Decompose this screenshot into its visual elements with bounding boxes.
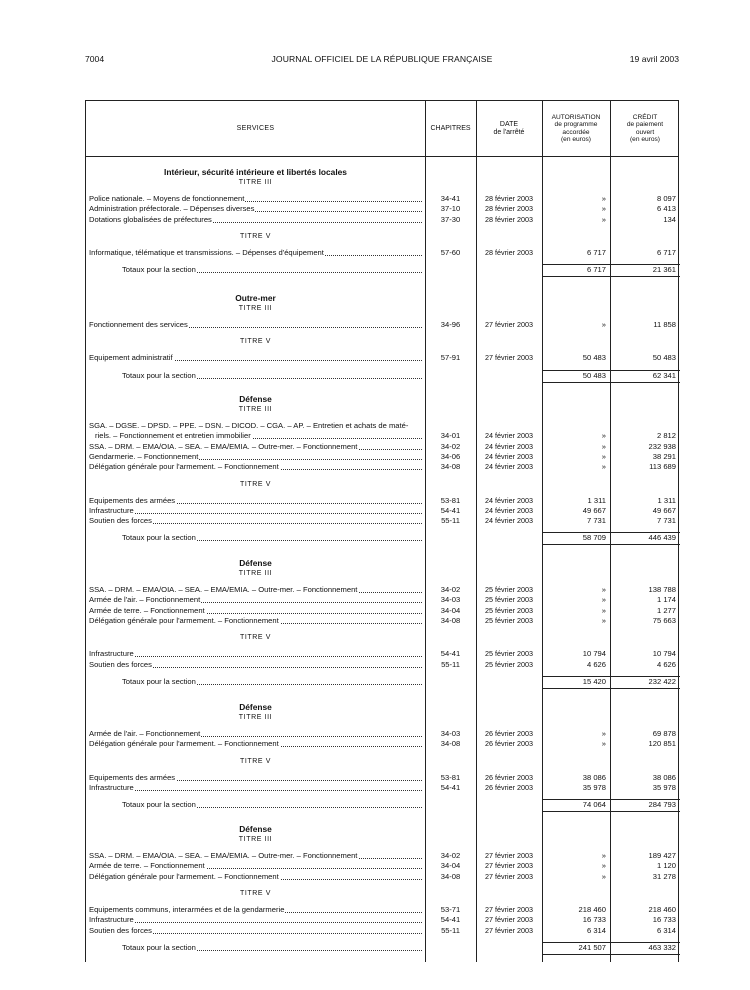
table-row	[86, 506, 680, 516]
service-text: Totaux pour la section	[122, 533, 196, 543]
date-cell: 27 février 2003	[485, 871, 533, 881]
chapter-cell: 53-71	[440, 904, 461, 914]
titre-heading: TITRE III	[238, 570, 273, 577]
chapter-cell: 53-81	[440, 495, 461, 505]
table-row	[86, 926, 680, 936]
service-label	[89, 248, 422, 258]
date-cell: 27 février 2003	[485, 925, 533, 935]
titre-heading: TITRE V	[239, 480, 272, 488]
autorisation-cell: »	[601, 462, 606, 472]
service-text: Armée de l'air. – Fonctionnement	[89, 729, 201, 738]
chapter-cell: 34-02	[440, 441, 461, 451]
service-label	[89, 915, 422, 925]
date-cell: 24 février 2003	[485, 431, 533, 441]
service-text: Infrastructure	[89, 649, 134, 659]
chapter-cell: 34-02	[440, 585, 461, 594]
chapter-cell: 54-41	[440, 915, 461, 925]
service-text: SSA. – DRM. – EMA/OIA. – SEA. – EMA/EMIA. – Outre-mer. – Fonctionnement	[89, 585, 358, 594]
service-label	[89, 585, 422, 595]
autorisation-cell: »	[601, 214, 606, 224]
autorisation-cell: »	[601, 451, 606, 461]
date-cell: 27 février 2003	[485, 904, 533, 914]
chapter-cell: 54-41	[440, 505, 461, 515]
date-cell: 26 février 2003	[485, 729, 533, 738]
date-cell: 27 février 2003	[485, 851, 533, 860]
section-title: Défense	[239, 702, 272, 712]
total-rule	[542, 688, 680, 689]
chapter-cell: 53-81	[440, 772, 461, 782]
column-header-services: SERVICES	[236, 124, 275, 132]
service-text: Totaux pour la section	[122, 370, 196, 380]
service-text: Equipements des armées	[89, 772, 176, 782]
service-text: Administration préfectorale. – Dépenses diverses	[89, 204, 255, 214]
autorisation-cell: 58 709	[582, 533, 606, 543]
service-text: Totaux pour la section	[122, 676, 196, 686]
credit-cell: 35 978	[652, 782, 676, 792]
service-text: Soutien des forces	[89, 659, 152, 669]
service-text: Armée de terre. – Fonctionnement	[89, 605, 205, 615]
section-title: Défense	[239, 558, 272, 568]
table-row	[86, 773, 680, 783]
credit-cell: 38 086	[652, 772, 676, 782]
service-label	[89, 783, 422, 793]
table-row	[86, 595, 680, 605]
chapter-cell: 54-41	[440, 782, 461, 792]
table-row	[86, 905, 680, 915]
table-row	[86, 496, 680, 506]
service-text: Soutien des forces	[89, 516, 152, 526]
chapter-cell: 34-08	[440, 871, 461, 881]
service-text: Totaux pour la section	[122, 942, 196, 952]
date-cell: 28 février 2003	[485, 214, 533, 224]
autorisation-cell: 50 483	[582, 353, 606, 363]
chapter-cell: 55-11	[441, 659, 460, 669]
date-cell: 25 février 2003	[485, 605, 533, 615]
service-text: Armée de l'air. – Fonctionnement	[89, 595, 201, 605]
total-row	[86, 371, 680, 381]
service-text: Equipement administratif	[89, 353, 173, 363]
total-row	[86, 265, 680, 275]
service-label	[122, 677, 422, 687]
date-cell: 24 février 2003	[485, 441, 533, 451]
autorisation-cell: »	[601, 605, 606, 615]
service-label	[89, 194, 422, 204]
service-text: Infrastructure	[89, 782, 134, 792]
credits-table	[85, 100, 679, 962]
chapter-cell: 34-08	[440, 615, 461, 625]
table-row	[86, 516, 680, 526]
date-cell: 27 février 2003	[485, 915, 533, 925]
service-label	[89, 421, 422, 431]
credit-cell: 1 311	[657, 495, 676, 505]
credit-cell: 218 460	[648, 904, 676, 914]
chapter-cell: 37-10	[440, 204, 461, 214]
autorisation-cell: »	[601, 204, 606, 214]
chapter-cell: 34-06	[440, 451, 461, 461]
table-row	[86, 452, 680, 462]
credit-cell: 6 717	[656, 247, 676, 257]
titre-heading: TITRE V	[239, 889, 272, 897]
credit-cell: 232 422	[648, 676, 676, 686]
column-divider	[476, 101, 477, 962]
date-cell: 27 février 2003	[485, 320, 533, 329]
service-label	[89, 616, 422, 626]
credit-cell: 4 626	[656, 659, 676, 669]
chapter-cell: 54-41	[440, 649, 461, 659]
credit-cell: 11 858	[653, 320, 676, 329]
autorisation-cell: 50 483	[582, 370, 606, 380]
table-row	[86, 353, 680, 363]
table-row	[86, 606, 680, 616]
credit-cell: 446 439	[648, 533, 676, 543]
table-row	[86, 739, 680, 749]
autorisation-cell: 74 064	[582, 800, 606, 810]
table-row	[86, 431, 680, 441]
table-row	[86, 204, 680, 214]
autorisation-cell: 15 420	[582, 676, 606, 686]
total-row	[86, 533, 680, 543]
leader-dots	[89, 656, 422, 657]
total-row	[86, 677, 680, 687]
credit-cell: 113 689	[649, 462, 676, 472]
date-cell: 28 février 2003	[485, 204, 533, 214]
service-text: Soutien des forces	[89, 925, 152, 935]
column-header-credit: CRÉDIT de paiement ouvert (en euros)	[626, 113, 664, 143]
total-rule	[542, 954, 680, 955]
table-row	[86, 215, 680, 225]
titre-heading: TITRE III	[238, 836, 273, 843]
service-label	[122, 943, 422, 953]
titre-heading: TITRE V	[239, 634, 272, 642]
autorisation-cell: »	[601, 320, 606, 329]
column-header-autorisation: AUTORISATION de programme accordée (en euros)	[551, 113, 601, 143]
autorisation-cell: 6 717	[586, 265, 606, 275]
autorisation-cell: »	[601, 739, 606, 749]
service-label	[89, 442, 422, 452]
titre-heading: TITRE III	[238, 714, 273, 721]
credit-cell: 8 097	[656, 194, 676, 203]
service-label	[89, 729, 422, 739]
table-row	[86, 783, 680, 793]
autorisation-cell: 38 086	[582, 772, 606, 782]
titre-heading: TITRE V	[239, 232, 272, 240]
autorisation-cell: »	[601, 441, 606, 451]
service-label	[89, 516, 422, 526]
leader-dots	[89, 922, 422, 923]
total-row	[86, 800, 680, 810]
credit-cell: 232 938	[648, 441, 676, 451]
service-label	[89, 353, 422, 363]
table-row	[86, 616, 680, 626]
service-label	[89, 595, 422, 605]
date-cell: 27 février 2003	[485, 861, 533, 871]
service-text: Totaux pour la section	[122, 800, 196, 810]
section-title: Outre-mer	[235, 293, 276, 303]
credit-cell: 138 788	[648, 585, 676, 594]
service-label	[89, 606, 422, 616]
service-text: SSA. – DRM. – EMA/OIA. – SEA. – EMA/EMIA. – Outre-mer. – Fonctionnement	[89, 851, 358, 860]
chapter-cell: 34-96	[440, 320, 461, 329]
date-cell: 26 février 2003	[485, 782, 533, 792]
autorisation-cell: 4 626	[586, 659, 606, 669]
service-text: Infrastructure	[89, 505, 134, 515]
chapter-cell: 57-60	[440, 247, 461, 257]
section-title: Défense	[239, 394, 272, 404]
date-cell: 25 février 2003	[485, 595, 533, 605]
service-text: Informatique, télématique et transmissions. – Dépenses d'équipement	[89, 247, 324, 257]
section-title: Intérieur, sécurité intérieure et libertés locales	[164, 167, 347, 177]
table-row	[86, 861, 680, 871]
autorisation-cell: »	[601, 595, 606, 605]
credit-cell: 31 278	[652, 871, 676, 881]
service-label	[89, 649, 422, 659]
chapter-cell: 34-08	[440, 462, 461, 472]
autorisation-cell: »	[601, 871, 606, 881]
credit-cell: 6 314	[656, 925, 676, 935]
credit-cell: 50 483	[652, 353, 676, 363]
autorisation-cell: 49 667	[582, 505, 606, 515]
service-text: Equipements communs, interarmées et de la gendarmerie	[89, 904, 285, 914]
table-row	[86, 915, 680, 925]
credit-cell: 120 851	[648, 739, 676, 749]
service-text: Dotations globalisées de préfectures	[89, 214, 212, 224]
credit-cell: 21 361	[652, 265, 676, 275]
chapter-cell: 55-11	[441, 516, 460, 526]
service-label	[122, 533, 422, 543]
credit-cell: 16 733	[652, 915, 676, 925]
chapter-cell: 34-04	[440, 605, 461, 615]
chapter-cell: 34-03	[440, 595, 461, 605]
autorisation-cell: 6 314	[586, 925, 606, 935]
autorisation-cell: »	[601, 861, 606, 871]
service-text: Police nationale. – Moyens de fonctionnement	[89, 194, 245, 203]
chapter-cell: 34-02	[440, 851, 461, 860]
page-header	[85, 54, 679, 68]
credit-cell: 284 793	[648, 800, 676, 810]
autorisation-cell: 241 507	[578, 942, 606, 952]
table-row	[86, 729, 680, 739]
credit-cell: 62 341	[652, 370, 676, 380]
table-row	[86, 320, 680, 330]
service-text: SGA. – DGSE. – DPSD. – PPE. – DSN. – DICOD. – CGA. – AP. – Entretien et achats de maté-	[89, 421, 409, 430]
service-label	[89, 452, 422, 462]
autorisation-cell: »	[601, 585, 606, 594]
credit-cell: 38 291	[652, 451, 676, 461]
table-row	[86, 462, 680, 472]
service-label	[89, 861, 422, 871]
service-label	[122, 371, 422, 381]
leader-dots	[89, 513, 422, 514]
service-label	[89, 506, 422, 516]
total-rule	[542, 811, 680, 812]
section-title: Défense	[239, 824, 272, 834]
header-separator	[86, 156, 678, 157]
titre-heading: TITRE V	[239, 757, 272, 765]
service-label	[89, 496, 422, 506]
date-cell: 27 février 2003	[485, 353, 533, 363]
credit-cell: 1 120	[656, 861, 676, 871]
service-label	[122, 800, 422, 810]
total-rule	[542, 382, 680, 383]
date-cell: 28 février 2003	[485, 247, 533, 257]
table-row	[86, 660, 680, 670]
total-rule	[542, 544, 680, 545]
column-header-date: DATE de l'arrêté	[493, 121, 525, 136]
chapter-cell: 34-01	[440, 431, 461, 441]
titre-heading: TITRE V	[239, 338, 272, 346]
table-row	[86, 872, 680, 882]
service-label	[89, 462, 422, 472]
service-label	[89, 739, 422, 749]
autorisation-cell: »	[601, 615, 606, 625]
service-text: Equipements des armées	[89, 495, 176, 505]
leader-dots	[89, 790, 422, 791]
credit-cell: 49 667	[652, 505, 676, 515]
autorisation-cell: 218 460	[578, 904, 606, 914]
column-header-chapitres: CHAPITRES	[430, 124, 471, 132]
service-text: Armée de terre. – Fonctionnement	[89, 861, 205, 871]
date-cell: 24 février 2003	[485, 462, 533, 472]
autorisation-cell: 6 717	[586, 247, 606, 257]
publication-date: 19 avril 2003	[629, 54, 679, 64]
chapter-cell: 57-91	[440, 353, 461, 363]
service-text: Délégation générale pour l'armement. – Fonctionnement	[89, 615, 279, 625]
service-text: riels. – Fonctionnement et entretien immobilier	[89, 431, 252, 440]
service-label	[89, 926, 422, 936]
autorisation-cell: »	[601, 851, 606, 860]
autorisation-cell: 7 731	[586, 516, 606, 526]
date-cell: 25 février 2003	[485, 659, 533, 669]
service-text: Délégation générale pour l'armement. – Fonctionnement	[89, 462, 279, 472]
titre-heading: TITRE III	[238, 305, 273, 312]
chapter-cell: 34-41	[440, 194, 461, 203]
date-cell: 26 février 2003	[485, 772, 533, 782]
date-cell: 24 février 2003	[485, 516, 533, 526]
date-cell: 24 février 2003	[485, 495, 533, 505]
chapter-cell: 34-08	[440, 739, 461, 749]
table-row	[86, 585, 680, 595]
credit-cell: 6 413	[656, 204, 676, 214]
date-cell: 24 février 2003	[485, 451, 533, 461]
date-cell: 26 février 2003	[485, 739, 533, 749]
credit-cell: 7 731	[656, 516, 676, 526]
credit-cell: 69 878	[652, 729, 676, 738]
table-row	[86, 649, 680, 659]
credit-cell: 189 427	[648, 851, 676, 860]
autorisation-cell: »	[601, 194, 606, 203]
service-text: SSA. – DRM. – EMA/OIA. – SEA. – EMA/EMIA. – Outre-mer. – Fonctionnement	[89, 441, 358, 451]
page-number: 7004	[85, 54, 105, 64]
autorisation-cell: 10 794	[582, 649, 606, 659]
credit-cell: 10 794	[652, 649, 676, 659]
chapter-cell: 37-30	[440, 214, 461, 224]
service-text: Infrastructure	[89, 915, 134, 925]
date-cell: 24 février 2003	[485, 505, 533, 515]
credit-cell: 1 277	[656, 605, 676, 615]
table-row	[86, 421, 680, 431]
credit-cell: 75 663	[652, 615, 676, 625]
service-text: Délégation générale pour l'armement. – Fonctionnement	[89, 871, 279, 881]
total-rule	[542, 276, 680, 277]
service-label	[89, 773, 422, 783]
credit-cell: 134	[663, 214, 676, 224]
table-row	[86, 194, 680, 204]
titre-heading: TITRE III	[238, 406, 273, 413]
autorisation-cell: 35 978	[582, 782, 606, 792]
service-text: Totaux pour la section	[122, 265, 196, 275]
table-row	[86, 442, 680, 452]
date-cell: 25 février 2003	[485, 615, 533, 625]
total-row	[86, 943, 680, 953]
autorisation-cell: 1 311	[587, 495, 606, 505]
chapter-cell: 34-04	[440, 861, 461, 871]
table-row	[86, 851, 680, 861]
titre-heading: TITRE III	[238, 179, 273, 186]
autorisation-cell: »	[601, 729, 606, 738]
service-label	[89, 660, 422, 670]
chapter-cell: 34-03	[440, 729, 461, 738]
table-row	[86, 248, 680, 258]
service-label	[122, 265, 422, 275]
autorisation-cell: »	[601, 431, 606, 441]
credit-cell: 1 174	[656, 595, 676, 605]
service-text: Gendarmerie. – Fonctionnement	[89, 451, 199, 461]
credit-cell: 2 812	[656, 431, 676, 441]
service-label	[89, 872, 422, 882]
autorisation-cell: 16 733	[582, 915, 606, 925]
service-label	[89, 320, 422, 330]
service-label	[89, 431, 422, 441]
chapter-cell: 55-11	[441, 925, 460, 935]
journal-title: JOURNAL OFFICIEL DE LA RÉPUBLIQUE FRANÇAISE	[271, 54, 493, 64]
service-label	[89, 851, 422, 861]
service-label	[89, 215, 422, 225]
column-divider	[425, 101, 426, 962]
service-text: Délégation générale pour l'armement. – Fonctionnement	[89, 739, 279, 749]
date-cell: 25 février 2003	[485, 585, 533, 594]
service-label	[89, 905, 422, 915]
service-text: Fonctionnement des services	[89, 320, 188, 329]
service-label	[89, 204, 422, 214]
date-cell: 25 février 2003	[485, 649, 533, 659]
credit-cell: 463 332	[648, 942, 676, 952]
date-cell: 28 février 2003	[485, 194, 533, 203]
